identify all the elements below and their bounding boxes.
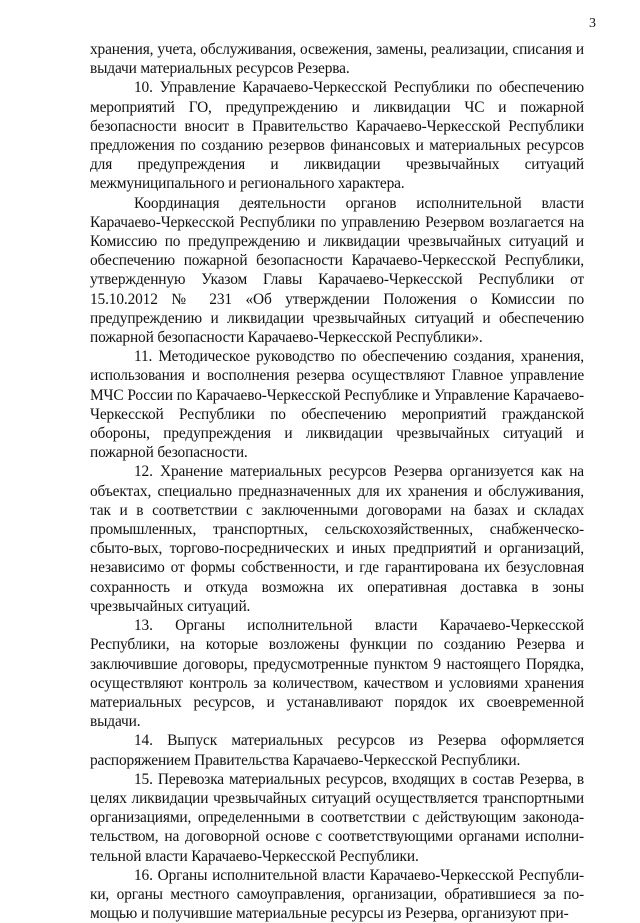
paragraph-continuation: хранения, учета, обслуживания, освежения, замены, реализации, списания и выдачи материальных ресурсов Резерва. xyxy=(90,41,584,78)
paragraph-12: 12. Хранение материальных ресурсов Резерва организуется как на объектах, специально предназначенных для их хранения и обслуживания, так и в соответствии с заключенными договорами на базах и складах промышленных, транспортных, сельскохозяйственных, снабженческо-сбыто-вых, торгово-посреднических и иных предприятий и организаций, независимо от формы собственности, и где гарантирована их безусловная сохранность и откуда возможна их оперативная доставка в зоны чрезвычайных ситуаций. xyxy=(90,463,584,615)
paragraph-16: 16. Органы исполнительной власти Карачаево-Черкесской Республи-ки, органы местного самоуправления, организации, обратившиеся за по-мощью и получившие материальные ресурсы из Резерва, организуют при- xyxy=(90,866,584,923)
paragraph-11: 11. Методическое руководство по обеспечению создания, хранения, использования и восполнения резерва осуществляют Главное управление МЧС России по Карачаево-Черкесской Республике и Управление Карачаево-Черкесской Республики по обеспечению мероприятий гражданской обороны, предупреждения и ликвидации чрезвычайных ситуаций и пожарной безопасности. xyxy=(90,348,584,462)
document-body xyxy=(90,40,584,923)
page-number: 3 xyxy=(589,16,596,31)
paragraph-14: 14. Выпуск материальных ресурсов из Резерва оформляется распоряжением Правительства Карачаево-Черкесской Республики. xyxy=(90,732,584,769)
paragraph-13: 13. Органы исполнительной власти Карачаево-Черкесской Республики, на которые возложены функции по созданию Резерва и заключившие договоры, предусмотренные пунктом 9 настоящего Порядка, осуществляют контроль за количеством, качеством и условиями хранения материальных ресурсов, и устанавливают порядок их своевременной выдачи. xyxy=(90,617,584,731)
paragraph-15: 15. Перевозка материальных ресурсов, входящих в состав Резерва, в целях ликвидации чрезвычайных ситуаций осуществляется транспортными организациями, определенными в соответствии с действующим законода-тельством, на договорной основе с соответствующими органами исполни-тельной власти Карачаево-Черкесской Республики. xyxy=(90,770,584,865)
paragraph-10-coordination: Координация деятельности органов исполнительной власти Карачаево-Черкесской Республики по управлению Резервом возлагается на Комиссию по предупреждению и ликвидации чрезвычайных ситуаций и обеспечению пожарной безопасности Карачаево-Черкесской Республики, утвержденную Указом Главы Карачаево-Черкесской Республики от 15.10.2012 № 231 «Об утверждении Положения о Комиссии по предупреждению и ликвидации чрезвычайных ситуаций и обеспечению пожарной безопасности Карачаево-Черкесской Республики». xyxy=(90,194,584,347)
paragraph-10: 10. Управление Карачаево-Черкесской Республики по обеспечению мероприятий ГО, предупреждению и ликвидации ЧС и пожарной безопасности вносит в Правительство Карачаево-Черкесской Республики предложения по созданию резервов финансовых и материальных ресурсов для предупреждения и ликвидации чрезвычайных ситуаций межмуниципального и регионального характера. xyxy=(90,79,584,193)
